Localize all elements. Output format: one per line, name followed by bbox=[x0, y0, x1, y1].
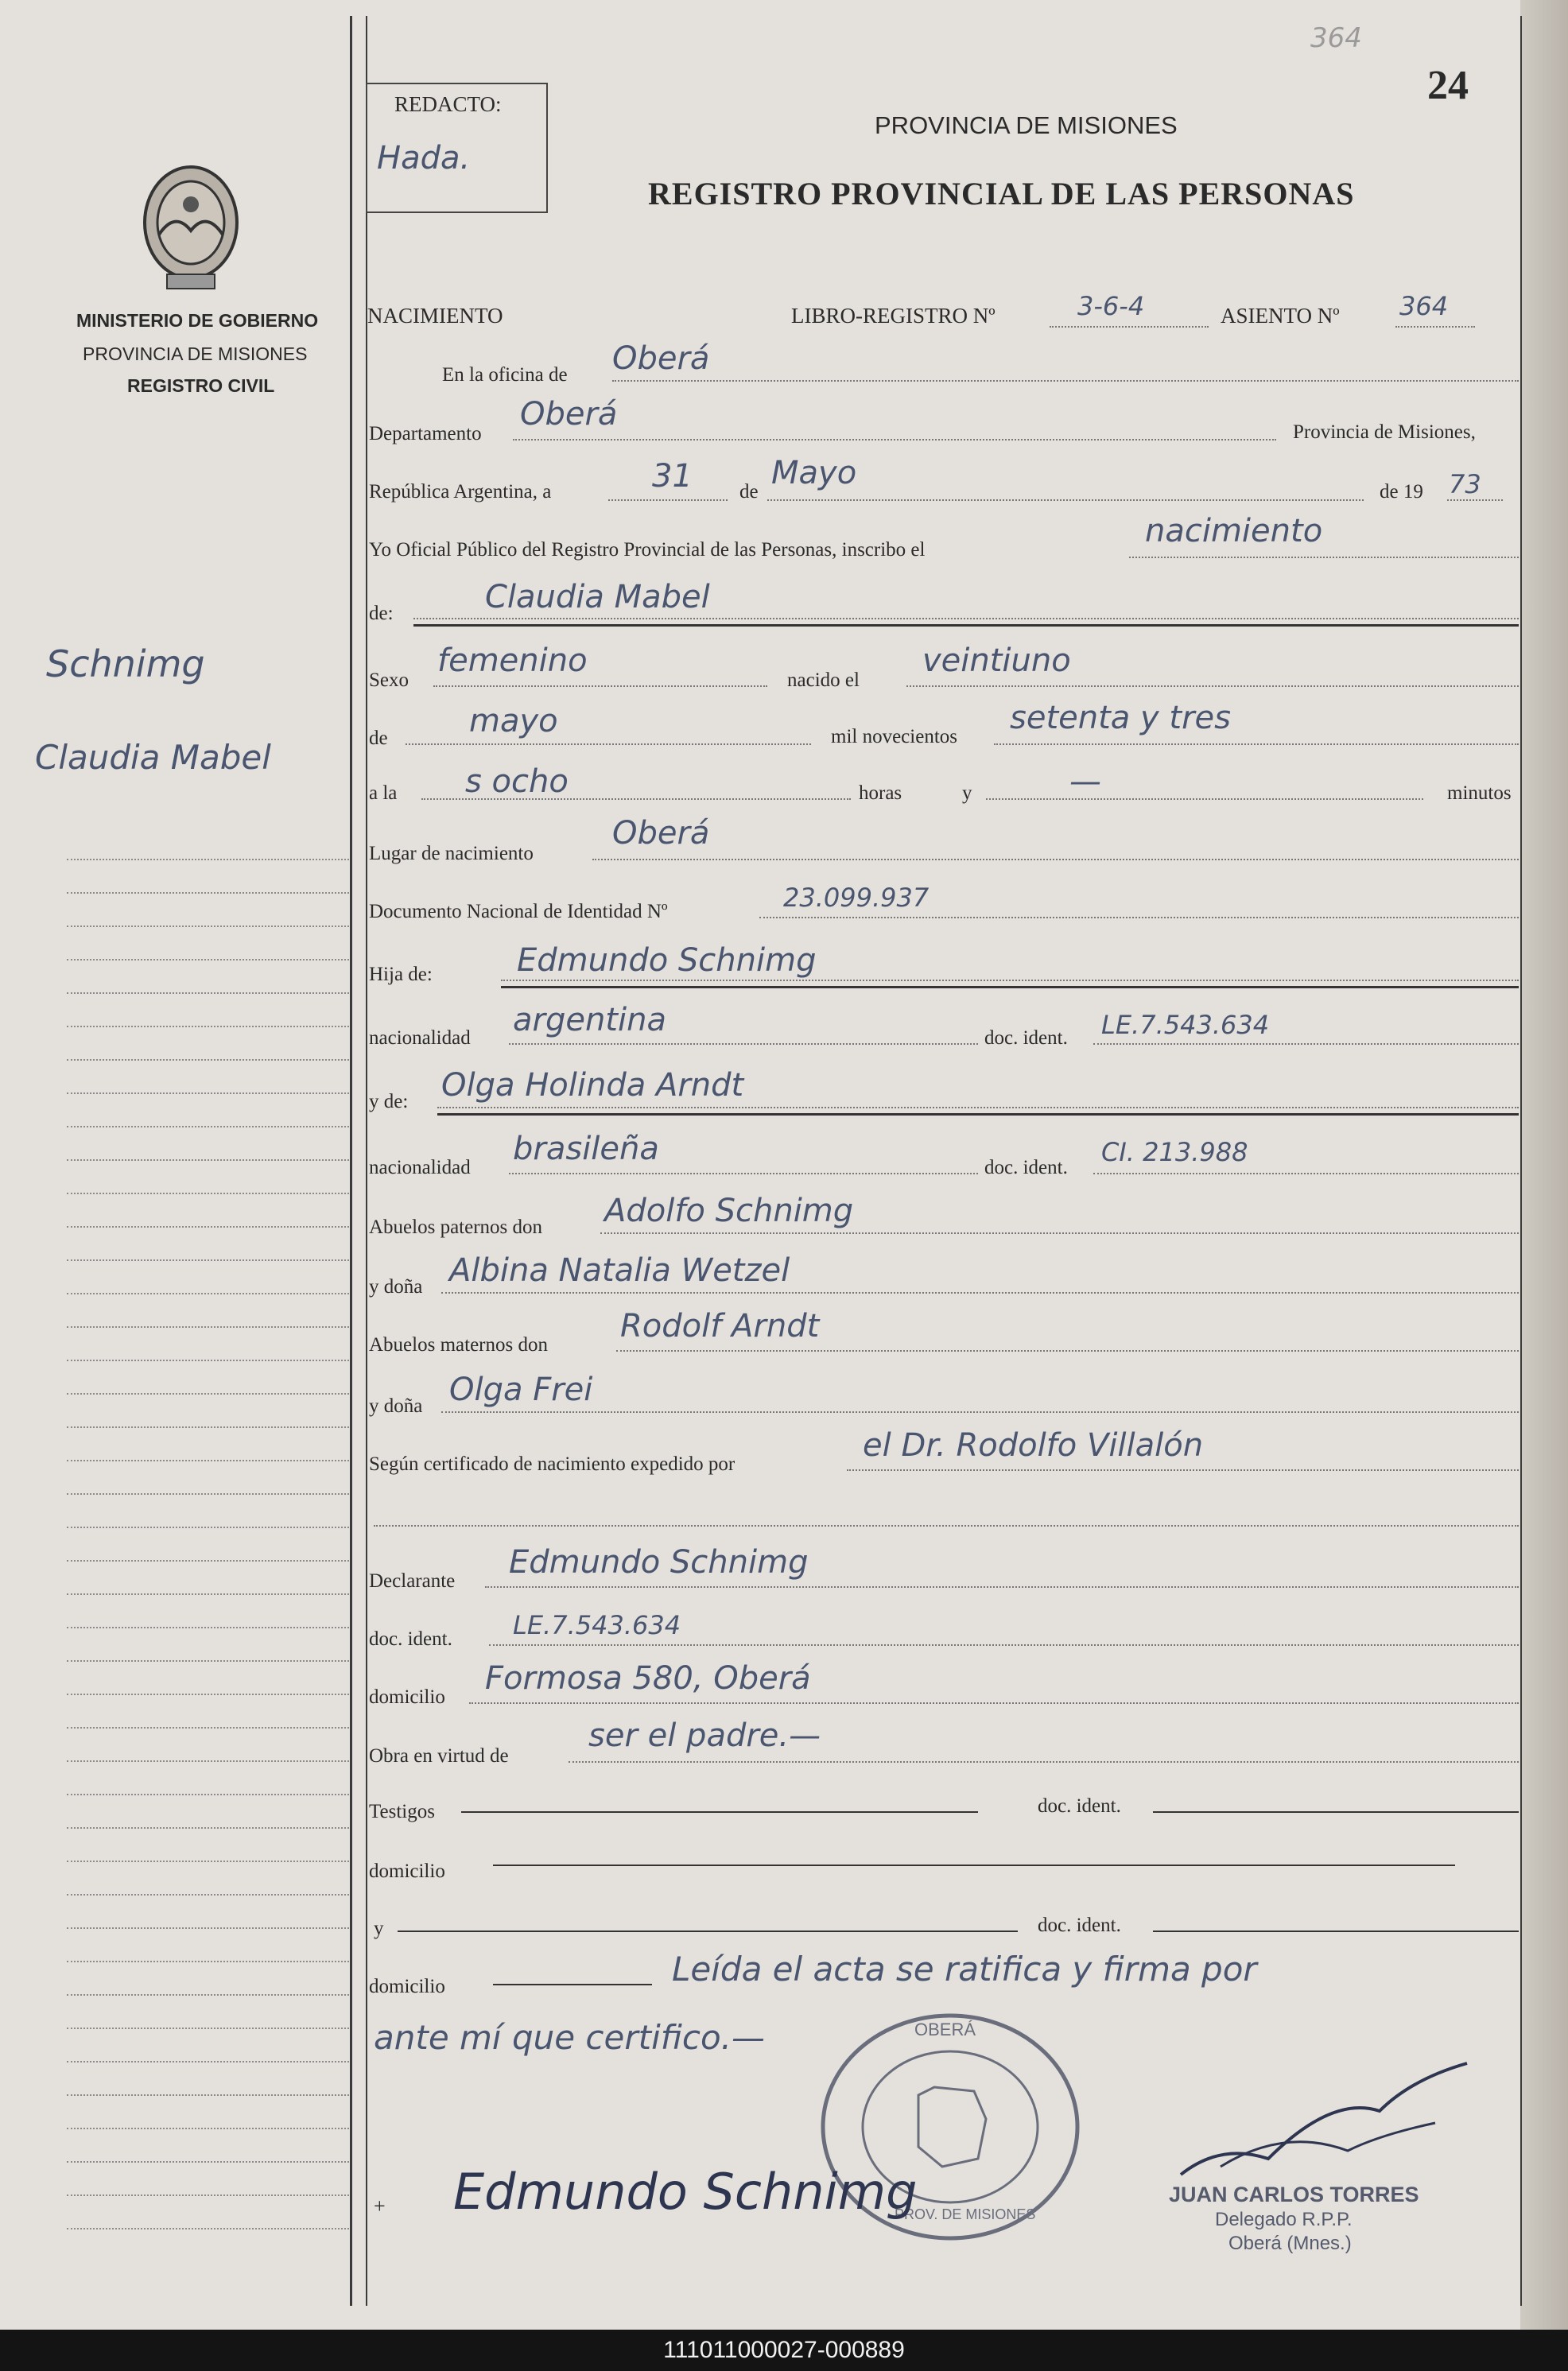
signature-cross: + bbox=[374, 2194, 386, 2218]
margin-surname: Schnimg bbox=[46, 642, 205, 685]
abuelos-paternos-label: Abuelos paternos don bbox=[369, 1217, 543, 1238]
closing-line-2: ante mí que certifico.— bbox=[374, 2018, 766, 2057]
oficial-text: Yo Oficial Público del Registro Provincial de las Personas, inscribo el bbox=[369, 539, 926, 561]
ministry-province: PROVINCIA DE MISIONES bbox=[83, 343, 308, 364]
folio-number: 24 bbox=[1427, 63, 1469, 108]
domicilio-label: domicilio bbox=[369, 1686, 445, 1708]
doc-padre: LE.7.543.634 bbox=[1101, 1010, 1270, 1040]
testigo2-domicilio-label: domicilio bbox=[369, 1976, 445, 1997]
ministry-registry: REGISTRO CIVIL bbox=[127, 375, 275, 396]
declarante-label: Declarante bbox=[369, 1570, 456, 1592]
declarant-signature: Edmundo Schnimg bbox=[453, 2163, 918, 2221]
decl-doc-label: doc. ident. bbox=[369, 1628, 452, 1650]
decl-doc-value: LE.7.543.634 bbox=[513, 1610, 681, 1640]
alas-label: a la bbox=[369, 782, 398, 804]
hijo-label: Hija de: bbox=[369, 964, 433, 985]
redacto-label: REDACTO: bbox=[394, 92, 502, 116]
oficina-value: Oberá bbox=[612, 340, 710, 377]
officer-title: Delegado R.P.P. bbox=[1215, 2209, 1353, 2230]
ministry-line: MINISTERIO DE GOBIERNO bbox=[76, 310, 319, 331]
asiento-label: ASIENTO Nº bbox=[1221, 304, 1340, 328]
seal-text-top: OBERÁ bbox=[914, 2020, 976, 2039]
horas-label: horas bbox=[859, 782, 902, 804]
certificado-value: el Dr. Rodolfo Villalón bbox=[863, 1427, 1204, 1464]
anio-letras: setenta y tres bbox=[1010, 700, 1231, 736]
abuela-paterna: Albina Natalia Wetzel bbox=[449, 1252, 790, 1289]
certificado-label: Según certificado de nacimiento expedido por bbox=[369, 1453, 735, 1475]
libro-value: 3-6-4 bbox=[1077, 291, 1145, 321]
de-mes-label: de bbox=[369, 728, 388, 749]
abuela-materna-label: y doña bbox=[369, 1395, 423, 1417]
minutos-value: — bbox=[1069, 763, 1101, 800]
departamento-value: Oberá bbox=[520, 396, 618, 433]
oficina-label: En la oficina de bbox=[442, 364, 568, 386]
name-label: de: bbox=[369, 603, 394, 624]
sexo-value: femenino bbox=[437, 642, 588, 679]
dia-value: 31 bbox=[652, 458, 693, 495]
abuela-paterna-label: y doña bbox=[369, 1276, 423, 1298]
domicilio-value: Formosa 580, Oberá bbox=[485, 1660, 811, 1697]
de-label: de bbox=[739, 481, 759, 503]
testigos-domicilio-label: domicilio bbox=[369, 1861, 445, 1882]
minutos-label: minutos bbox=[1447, 782, 1512, 804]
margin-rule bbox=[350, 16, 352, 2306]
dni-value: 23.099.937 bbox=[783, 883, 930, 913]
margin-given-names: Claudia Mabel bbox=[35, 738, 271, 777]
nacionalidad-madre: brasileña bbox=[513, 1131, 659, 1167]
mes-value: Mayo bbox=[771, 455, 857, 491]
libro-label: LIBRO-REGISTRO Nº bbox=[791, 304, 996, 328]
officer-location: Oberá (Mnes.) bbox=[1228, 2233, 1352, 2254]
doc-madre: CI. 213.988 bbox=[1101, 1137, 1248, 1167]
doc-padre-label: doc. ident. bbox=[984, 1027, 1068, 1049]
abuelo-materno: Rodolf Arndt bbox=[620, 1308, 820, 1345]
provincia-label: Provincia de Misiones, bbox=[1293, 421, 1476, 443]
officer-name: JUAN CARLOS TORRES bbox=[1169, 2183, 1419, 2206]
dia-letras: veintiuno bbox=[922, 642, 1071, 679]
registry-title: REGISTRO PROVINCIAL DE LAS PERSONAS bbox=[648, 176, 1355, 211]
mes-letras: mayo bbox=[469, 703, 558, 739]
padre-nombre: Edmundo Schnimg bbox=[517, 942, 817, 979]
child-name: Claudia Mabel bbox=[485, 579, 710, 615]
province-title: PROVINCIA DE MISIONES bbox=[875, 111, 1178, 139]
form-left-rule bbox=[366, 16, 367, 2306]
nacionalidad-padre-label: nacionalidad bbox=[369, 1027, 471, 1049]
act-type-label: NACIMIENTO bbox=[367, 304, 503, 328]
abuelos-maternos-label: Abuelos maternos don bbox=[369, 1334, 548, 1356]
testigos-doc-label: doc. ident. bbox=[1038, 1795, 1121, 1817]
lugar-value: Oberá bbox=[612, 815, 710, 852]
book-spine bbox=[1520, 0, 1568, 2330]
sexo-label: Sexo bbox=[369, 669, 409, 691]
nacido-label: nacido el bbox=[787, 669, 860, 691]
declarante-value: Edmundo Schnimg bbox=[509, 1544, 809, 1581]
testigos-label: Testigos bbox=[369, 1801, 435, 1822]
madre-nombre: Olga Holinda Arndt bbox=[441, 1067, 744, 1104]
image-id: 111011000027-000889 bbox=[663, 2337, 905, 2363]
form-right-rule bbox=[1520, 16, 1522, 2306]
closing-line-1: Leída el acta se ratifica y firma por bbox=[672, 1950, 1257, 1989]
obra-value: ser el padre.— bbox=[588, 1717, 821, 1754]
doc-madre-label: doc. ident. bbox=[984, 1157, 1068, 1178]
abuela-materna: Olga Frei bbox=[449, 1372, 593, 1408]
asiento-value: 364 bbox=[1399, 291, 1449, 321]
image-id-bar bbox=[0, 2330, 1568, 2371]
dni-label: Documento Nacional de Identidad Nº bbox=[369, 901, 668, 922]
officer-signature bbox=[1173, 2047, 1475, 2191]
inscribo-value: nacimiento bbox=[1145, 513, 1323, 549]
departamento-label: Departamento bbox=[369, 423, 482, 444]
nacionalidad-madre-label: nacionalidad bbox=[369, 1157, 471, 1178]
nacionalidad-padre: argentina bbox=[513, 1002, 666, 1038]
pencil-page-number: 364 bbox=[1310, 22, 1362, 54]
anio-prefix: de 19 bbox=[1380, 481, 1423, 503]
testigo2-doc-label: doc. ident. bbox=[1038, 1915, 1121, 1936]
anio-value: 73 bbox=[1449, 469, 1481, 499]
y-label: y bbox=[962, 782, 972, 804]
lugar-label: Lugar de nacimiento bbox=[369, 843, 534, 864]
republica-label: República Argentina, a bbox=[369, 481, 552, 503]
madre-label: y de: bbox=[369, 1091, 409, 1112]
abuelo-paterno: Adolfo Schnimg bbox=[604, 1193, 854, 1229]
hora-value: s ocho bbox=[465, 763, 569, 800]
provincial-coat-of-arms bbox=[135, 155, 246, 294]
obra-label: Obra en virtud de bbox=[369, 1745, 509, 1767]
redacto-value: Hada. bbox=[377, 140, 471, 177]
testigo2-label: y bbox=[374, 1918, 384, 1939]
mil-label: mil novecientos bbox=[831, 726, 957, 747]
seal-text-bottom: PROV. DE MISIONES bbox=[895, 2206, 1036, 2222]
redacto-box bbox=[366, 83, 548, 213]
